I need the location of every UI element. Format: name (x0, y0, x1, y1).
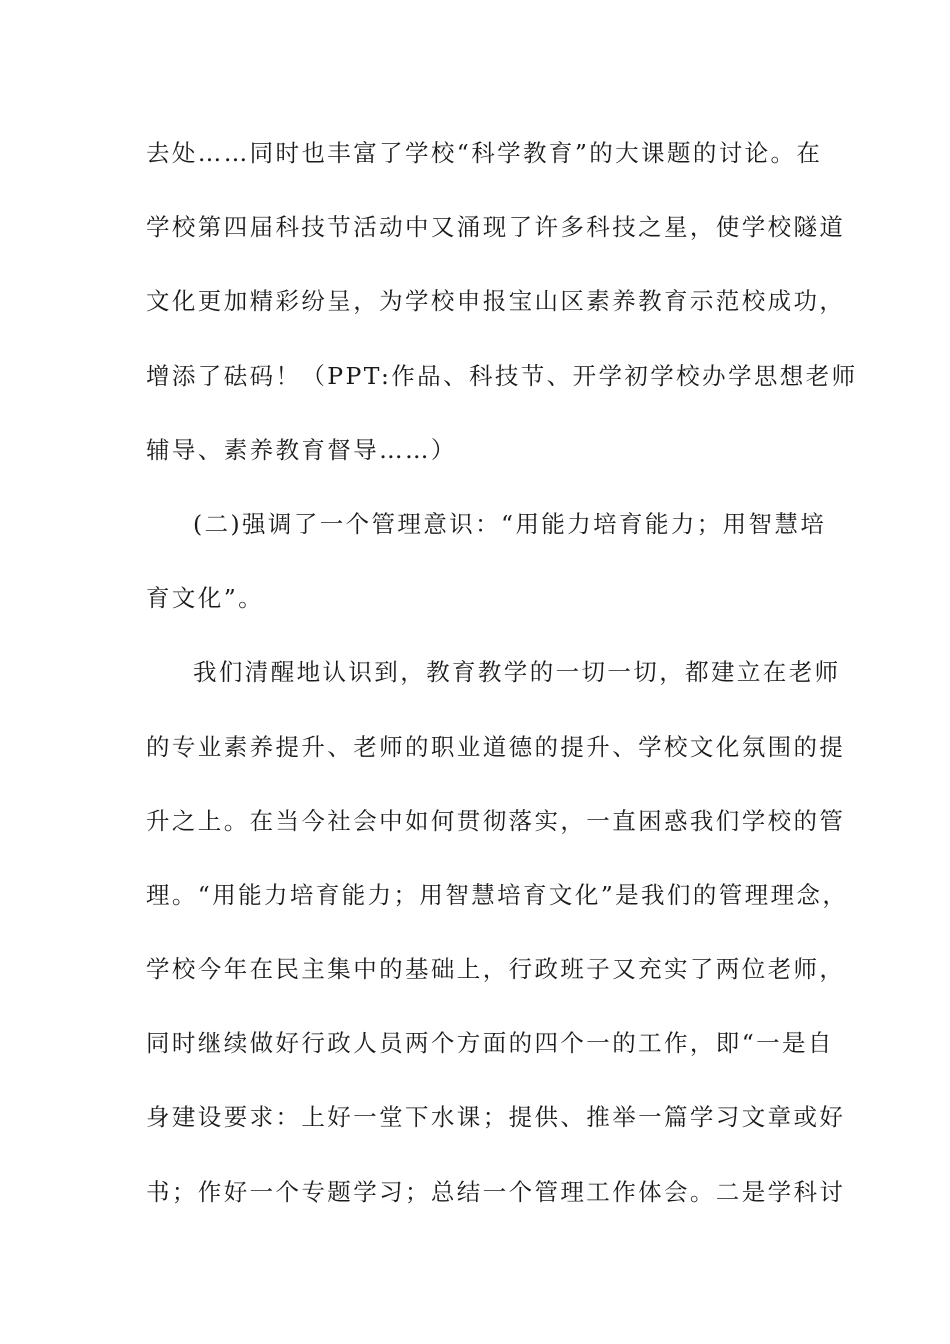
section-heading-line: 育文化”。 (146, 584, 265, 613)
text-line: 身建设要求：上好一堂下水课；提供、推举一篇学习文章或好 (146, 1103, 846, 1132)
text-line: 的专业素养提升、老师的职业道德的提升、学校文化氛围的提 (146, 732, 846, 761)
text-line: 同时继续做好行政人员两个方面的四个一的工作，即“一是自 (146, 1029, 834, 1058)
text-line: 理。“用能力培育能力；用智慧培育文化”是我们的管理理念， (146, 880, 849, 909)
section-heading-line: (二)强调了一个管理意识：“用能力培育能力；用智慧培 (193, 509, 827, 538)
text-line: 辅导、素养教育督导……） (146, 435, 457, 464)
text-line: 我们清醒地认识到，教育教学的一切一切，都建立在老师 (193, 658, 841, 687)
text-line: 升之上。在当今社会中如何贯彻落实，一直困惑我们学校的管 (146, 806, 846, 835)
text-line: 文化更加精彩纷呈，为学校申报宝山区素养教育示范校成功， (146, 287, 846, 316)
text-line: 书；作好一个专题学习；总结一个管理工作体会。二是学科讨 (146, 1177, 846, 1206)
text-line: 增添了砝码！（PPT:作品、科技节、开学初学校办学思想老师 (146, 361, 858, 390)
text-line: 去处……同时也丰富了学校“科学教育”的大课题的讨论。在 (146, 139, 823, 167)
text-line: 学校第四届科技节活动中又涌现了许多科技之星，使学校隧道 (146, 213, 846, 242)
body-text (146, 126, 858, 1239)
text-line: 学校今年在民主集中的基础上，行政班子又充实了两位老师， (146, 955, 846, 984)
